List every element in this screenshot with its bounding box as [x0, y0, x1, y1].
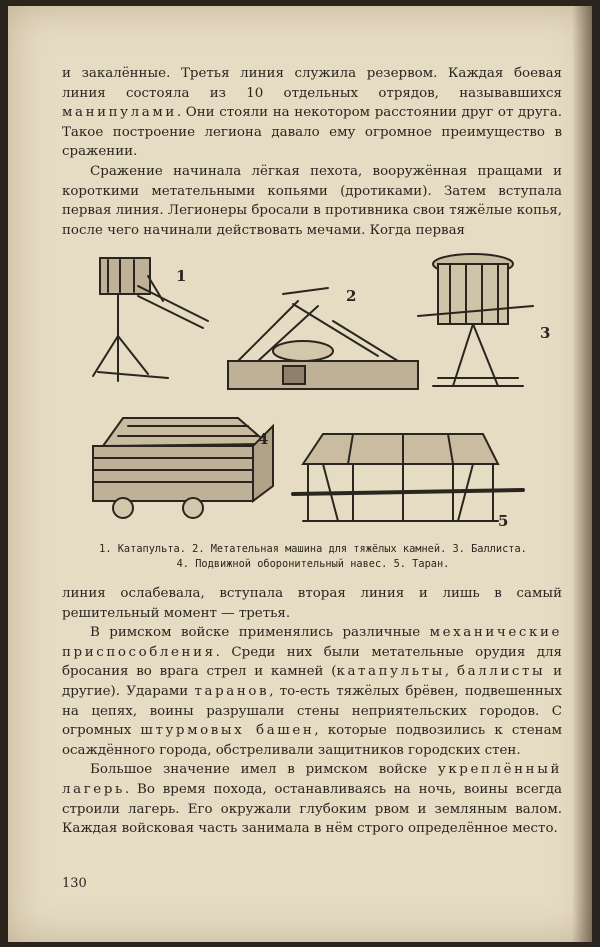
paragraph: [62, 623, 562, 760]
caption-line-2: 4. Подвижной оборонительный навес. 5. Таран.: [176, 557, 450, 570]
page-number: 130: [62, 876, 87, 891]
catapult-drawing: [93, 258, 208, 381]
figure-label-2: 2: [346, 287, 357, 305]
paragraph: [62, 162, 562, 240]
text-run: ,: [444, 664, 457, 680]
stone-thrower-drawing: [228, 288, 418, 389]
text-run: . Среди них были метательные орудия для бросания во врага стрел и камней (: [62, 644, 562, 680]
text-run: , которые подвозились к стенам осаждённого города, обстреливали защитников городских стен.: [62, 723, 562, 758]
top-text-block: [62, 64, 562, 240]
paragraph: [62, 760, 562, 838]
spaced-term: таранов: [194, 683, 270, 699]
text-run: . Они стояли на некотором расстоянии друг от друга. Такое построение легиона давало ему огромное преимущество в сражении.: [62, 105, 562, 160]
paragraph: [62, 64, 562, 162]
text-run: и закалённые. Третья линия служила резервом. Каждая боевая линия состояла из 10 отдельных отрядов, называвшихся: [62, 66, 562, 101]
text-run: и другие). Ударами: [62, 664, 563, 699]
text-run: Большое значение имел в римском войске: [90, 762, 438, 778]
figure-label-3: 3: [540, 324, 551, 342]
figure-caption: [68, 542, 558, 571]
spaced-term: баллисты: [456, 664, 546, 680]
text-run: линия ослабевала, вступала вторая линия и лишь в самый решительный момент — третья.: [62, 586, 562, 621]
spaced-term: штурмовых башен: [140, 723, 315, 739]
paragraph: [62, 584, 562, 623]
book-page: [8, 6, 592, 942]
text-run: , то-есть тяжёлых брёвен, подвешенных на цепях, воины разрушали стены неприятельских городов. С огромных: [62, 683, 563, 739]
battering-ram-drawing: [293, 434, 523, 521]
spaced-term: катапульты: [336, 664, 445, 680]
ballista-drawing: [418, 254, 533, 386]
spaced-term: укреплённый лагерь: [62, 762, 562, 797]
bottom-text-block: [62, 584, 562, 839]
page-spine-shadow: [572, 6, 592, 942]
text-run: Сражение начинала лёгкая пехота, вооружённая пращами и короткими метательными копьями (дротиками). Затем вступала первая линия. Легионеры бросали в противника свои тяжёлые копья, после чего начинали действовать мечами. Когда первая: [62, 163, 562, 238]
defensive-shed-drawing: [93, 418, 273, 518]
illustration-svg: [78, 246, 558, 536]
figure-label-1: 1: [176, 267, 187, 285]
spaced-term: манипулами: [62, 105, 177, 121]
spaced-term: механические приспособления: [62, 625, 562, 660]
figure-label-5: 5: [498, 512, 509, 530]
siege-engines-illustration: [78, 246, 558, 536]
figure-label-4: 4: [258, 430, 269, 448]
text-run: В римском войске применялись различные: [90, 625, 430, 641]
text-run: . Во время похода, останавливаясь на ночь, воины всегда строили лагерь. Его окружали глубоким рвом и земляным валом. Каждая войсковая часть занимала в нём строго определённое место.: [62, 781, 562, 837]
caption-line-1: 1. Катапульта. 2. Метательная машина для тяжёлых камней. 3. Баллиста.: [99, 543, 527, 555]
